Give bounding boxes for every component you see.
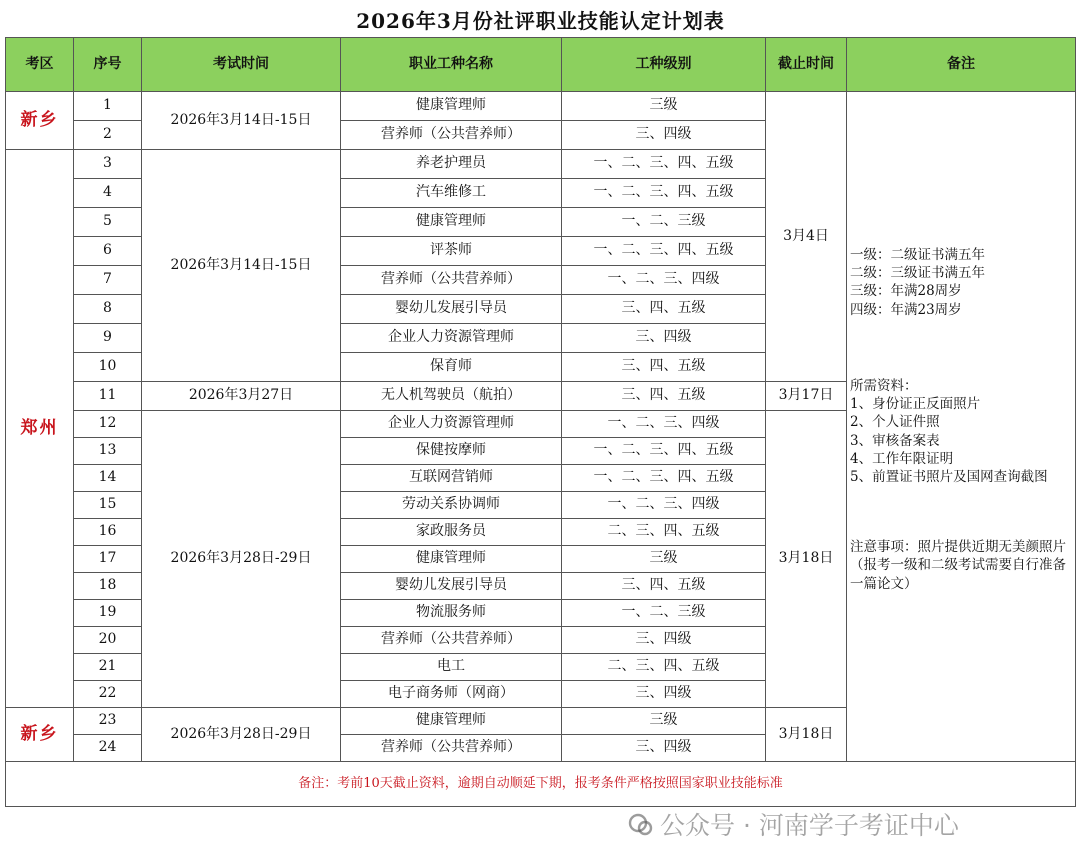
header-deadline: 截止时间 [766, 38, 847, 92]
job-name: 互联网营销师 [341, 465, 562, 492]
exam-date: 2026年3月14日-15日 [142, 150, 341, 382]
job-level: 三、四级 [562, 324, 766, 353]
job-name: 健康管理师 [341, 546, 562, 573]
row-number: 8 [74, 295, 142, 324]
header-level: 工种级别 [562, 38, 766, 92]
deadline: 3月4日 [766, 92, 847, 382]
row-number: 11 [74, 382, 142, 411]
job-level: 三级 [562, 708, 766, 735]
row-number: 12 [74, 411, 142, 438]
remark-level-4: 四级：年满23周岁 [850, 301, 962, 318]
footer-row [6, 762, 1076, 807]
table-row [6, 92, 1076, 121]
exam-date: 2026年3月28日-29日 [142, 411, 341, 708]
job-level: 二、三、四、五级 [562, 519, 766, 546]
row-number: 13 [74, 438, 142, 465]
material-item: 4、工作年限证明 [850, 450, 954, 467]
row-number: 19 [74, 600, 142, 627]
job-name: 电工 [341, 654, 562, 681]
material-item: 3、审核备案表 [850, 432, 940, 449]
row-number: 4 [74, 179, 142, 208]
deadline: 3月18日 [766, 708, 847, 762]
exam-date: 2026年3月27日 [142, 382, 341, 411]
job-level: 一、二、三、四、五级 [562, 438, 766, 465]
table-title: 2026年3月份社评职业技能认定计划表 [6, 5, 1076, 38]
header-row [6, 38, 1076, 92]
row-number: 7 [74, 266, 142, 295]
job-level: 一、二、三、四级 [562, 411, 766, 438]
job-name: 婴幼儿发展引导员 [341, 295, 562, 324]
job-level: 一、二、三、四、五级 [562, 237, 766, 266]
row-number: 5 [74, 208, 142, 237]
header-job-name: 职业工种名称 [341, 38, 562, 92]
job-level: 三、四、五级 [562, 295, 766, 324]
deadline: 3月17日 [766, 382, 847, 411]
region-xinxiang: 新乡 [6, 708, 74, 762]
job-level: 三、四级 [562, 627, 766, 654]
row-number: 3 [74, 150, 142, 179]
job-name: 营养师（公共营养师） [341, 627, 562, 654]
job-name: 企业人力资源管理师 [341, 411, 562, 438]
row-number: 17 [74, 546, 142, 573]
job-name: 汽车维修工 [341, 179, 562, 208]
deadline: 3月18日 [766, 411, 847, 708]
row-number: 24 [74, 735, 142, 762]
job-name: 物流服务师 [341, 600, 562, 627]
job-level: 三、四级 [562, 681, 766, 708]
plan-table [5, 5, 1076, 807]
job-level: 三、四、五级 [562, 573, 766, 600]
job-name: 营养师（公共营养师） [341, 735, 562, 762]
row-number: 2 [74, 121, 142, 150]
job-name: 评茶师 [341, 237, 562, 266]
job-level: 三、四、五级 [562, 382, 766, 411]
material-item: 1、身份证正反面照片 [850, 396, 981, 413]
row-number: 20 [74, 627, 142, 654]
job-level: 三、四级 [562, 121, 766, 150]
exam-date: 2026年3月28日-29日 [142, 708, 341, 762]
job-level: 三级 [562, 92, 766, 121]
region-xinxiang: 新乡 [6, 92, 74, 150]
job-level: 一、二、三、四、五级 [562, 179, 766, 208]
wechat-official-account-icon [628, 813, 654, 837]
row-number: 1 [74, 92, 142, 121]
remark-level-1: 一级：二级证书满五年 [850, 247, 985, 263]
job-name: 企业人力资源管理师 [341, 324, 562, 353]
remark-level-2: 二级：三级证书满五年 [850, 265, 985, 282]
job-name: 健康管理师 [341, 208, 562, 237]
notice-text: 注意事项：照片提供近期无美颜照片（报考一级和二级考试需要自行准备一篇论文） [850, 539, 1066, 592]
remark-level-3: 三级：年满28周岁 [850, 283, 962, 300]
job-name: 养老护理员 [341, 150, 562, 179]
plan-table-sheet [5, 5, 1075, 807]
job-name: 电子商务师（网商） [341, 681, 562, 708]
material-item: 5、前置证书照片及国网查询截图 [850, 468, 1048, 485]
job-level: 三、四、五级 [562, 353, 766, 382]
job-level: 一、二、三、四级 [562, 266, 766, 295]
job-name: 健康管理师 [341, 708, 562, 735]
job-name: 营养师（公共营养师） [341, 121, 562, 150]
job-name: 家政服务员 [341, 519, 562, 546]
remark-cell [847, 92, 1076, 762]
job-name: 健康管理师 [341, 92, 562, 121]
header-remark: 备注 [847, 38, 1076, 92]
row-number: 15 [74, 492, 142, 519]
job-level: 一、二、三、四、五级 [562, 465, 766, 492]
job-name: 劳动关系协调师 [341, 492, 562, 519]
exam-date: 2026年3月14日-15日 [142, 92, 341, 150]
row-number: 18 [74, 573, 142, 600]
row-number: 23 [74, 708, 142, 735]
row-number: 21 [74, 654, 142, 681]
row-number: 6 [74, 237, 142, 266]
header-exam-time: 考试时间 [142, 38, 341, 92]
job-name: 保育师 [341, 353, 562, 382]
row-number: 16 [74, 519, 142, 546]
job-level: 三、四级 [562, 735, 766, 762]
job-level: 一、二、三、四、五级 [562, 150, 766, 179]
job-name: 无人机驾驶员（航拍） [341, 382, 562, 411]
footer-note: 备注：考前10天截止资料，逾期自动顺延下期，报考条件严格按照国家职业技能标准 [6, 762, 1076, 807]
watermark-text: 公众号 · 河南学子考证中心 [660, 811, 959, 840]
row-number: 22 [74, 681, 142, 708]
watermark [628, 806, 959, 842]
region-zhengzhou: 郑州 [6, 150, 74, 708]
header-region: 考区 [6, 38, 74, 92]
row-number: 9 [74, 324, 142, 353]
job-name: 婴幼儿发展引导员 [341, 573, 562, 600]
job-level: 二、三、四、五级 [562, 654, 766, 681]
job-name: 保健按摩师 [341, 438, 562, 465]
job-name: 营养师（公共营养师） [341, 266, 562, 295]
header-number: 序号 [74, 38, 142, 92]
job-level: 一、二、三级 [562, 208, 766, 237]
job-level: 一、二、三、四级 [562, 492, 766, 519]
row-number: 10 [74, 353, 142, 382]
material-item: 2、个人证件照 [850, 414, 940, 431]
materials-title: 所需资料： [850, 377, 918, 394]
job-level: 三级 [562, 546, 766, 573]
row-number: 14 [74, 465, 142, 492]
job-level: 一、二、三级 [562, 600, 766, 627]
